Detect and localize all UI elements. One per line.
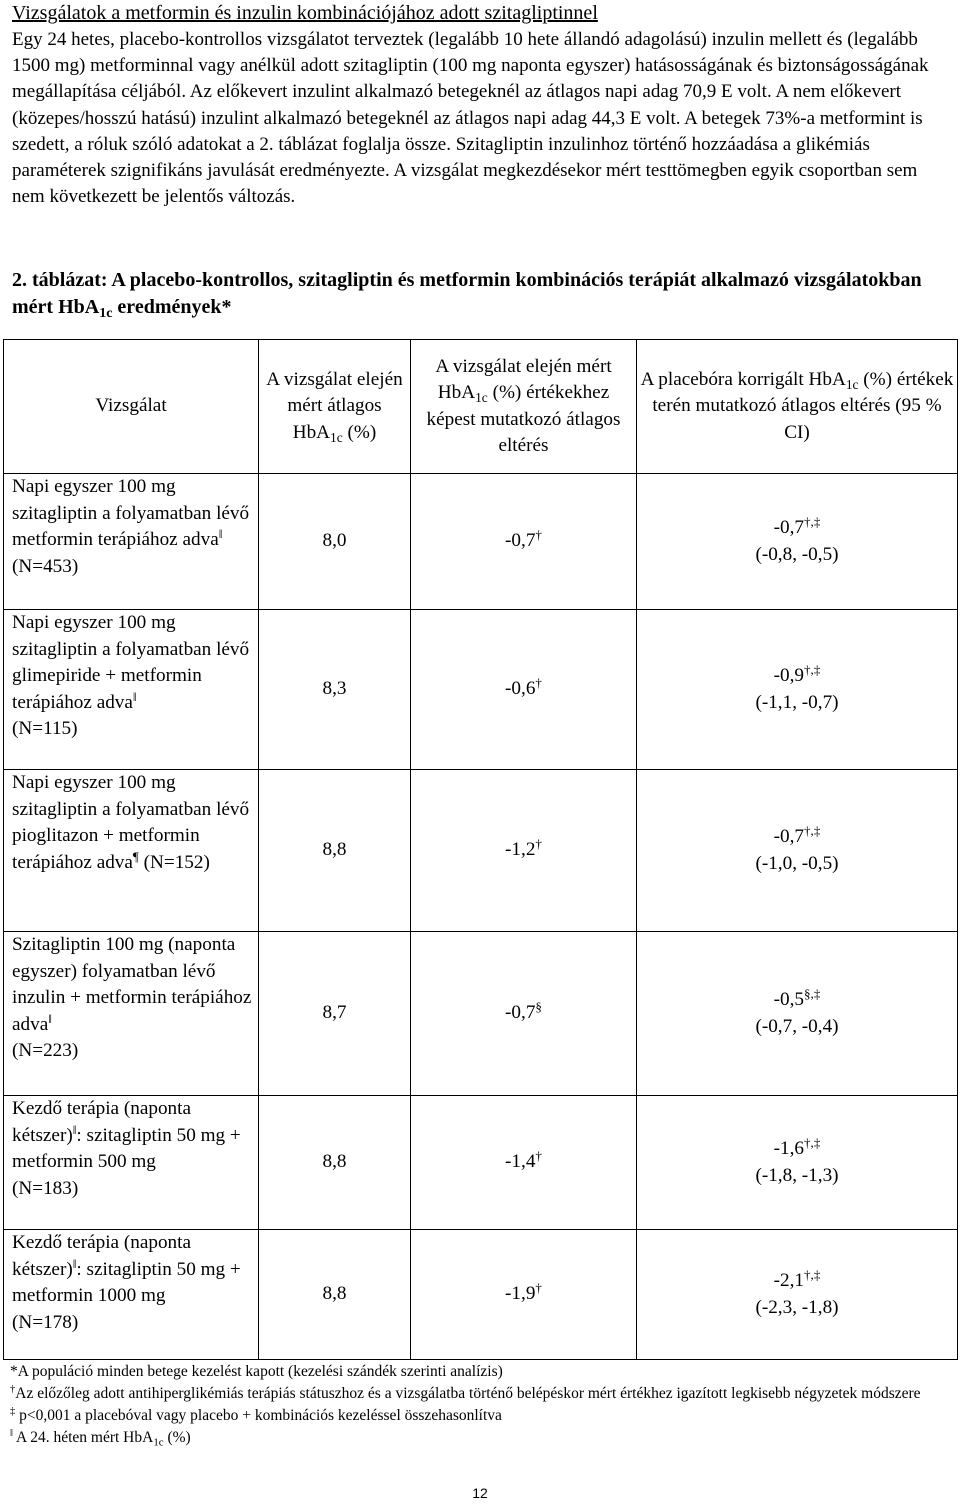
header-change: A vizsgálat elején mért HbA$_{1c}$ (%) értékekhez képest mutatkozó átlagos eltérés: [411, 340, 637, 474]
change-cell: -1,9†: [411, 1230, 637, 1360]
footnotes: [10, 1361, 950, 1449]
study-cell: Kezdő terápia (naponta kétszer)‖: szitagliptin 50 mg + metformin 1000 mg (N=178): [4, 1230, 259, 1360]
caption-sub: 1c: [99, 305, 113, 321]
footnote-star: *A populáció minden betege kezelést kapott (kezelési szándék szerinti analízis): [10, 1363, 503, 1380]
results-table: [3, 339, 958, 1360]
study-cell: Napi egyszer 100 mg szitagliptin a folyamatban lévő glimepiride + metformin terápiához adva‖ (N=115): [4, 610, 259, 770]
caption-prefix: 2. táblázat: A placebo-kontrollos, szitagliptin és metformin kombinációs terápiát alkalmazó vizsgálatokban mért HbA: [12, 269, 922, 318]
baseline-cell: 8,3: [259, 610, 411, 770]
table-caption: [12, 267, 952, 320]
change-cell: -1,4†: [411, 1096, 637, 1230]
study-cell: Szitagliptin 100 mg (naponta egyszer) folyamatban lévő inzulin + metformin terápiához adva‖ (N=223): [4, 932, 259, 1096]
baseline-cell: 8,7: [259, 932, 411, 1096]
header-row: [4, 340, 958, 474]
corrected-cell: -1,6†,‡ (-1,8, -1,3): [637, 1096, 958, 1230]
baseline-cell: 8,0: [259, 474, 411, 610]
study-cell: Napi egyszer 100 mg szitagliptin a folyamatban lévő metformin terápiához adva‖ (N=453): [4, 474, 259, 610]
footnote-double-dagger: ‡ p<0,001 a placebóval vagy placebo + kombinációs kezeléssel összehasonlítva: [10, 1406, 502, 1424]
corrected-cell: -2,1†,‡ (-2,3, -1,8): [637, 1230, 958, 1360]
change-cell: -0,7†: [411, 474, 637, 610]
section-heading: Vizsgálatok a metformin és inzulin kombinációjához adott szitagliptinnel: [12, 2, 598, 24]
header-study: Vizsgálat: [4, 340, 259, 474]
baseline-cell: 8,8: [259, 1096, 411, 1230]
corrected-cell: -0,7†,‡ (-1,0, -0,5): [637, 770, 958, 932]
change-cell: -1,2†: [411, 770, 637, 932]
study-cell: Kezdő terápia (naponta kétszer)‖: szitagliptin 50 mg + metformin 500 mg (N=183): [4, 1096, 259, 1230]
corrected-cell: -0,9†,‡ (-1,1, -0,7): [637, 610, 958, 770]
table-row: [4, 1096, 958, 1230]
table-row: [4, 932, 958, 1096]
intro-paragraph: Egy 24 hetes, placebo-kontrollos vizsgálatot terveztek (legalább 10 hete állandó adagolású) inzulin mellett és (legalább 1500 mg) metforminnal vagy anélkül adott szitagliptin (100 mg naponta egyszer) hatásosságának és biztonságosságának megállapítása céljából. Az előkevert inzulint alkalmazó betegeknél az átlagos napi adag 70,9 E volt. A nem előkevert (közepes/hosszú hatású) inzulint alkalmazó betegeknél az átlagos napi adag 44,3 E volt. A betegek 73%-a metformint is szedett, a róluk szóló adatokat a 2. táblázat foglalja össze. Szitagliptin inzulinhoz történő hozzáadása a glikémiás paraméterek szignifikáns javulását eredményezte. A vizsgálat megkezdésekor mért testtömegben egyik csoportban sem nem következett be jelentős változás.: [12, 29, 929, 208]
change-cell: -0,6†: [411, 610, 637, 770]
table-row: [4, 474, 958, 610]
corrected-cell: -0,5§,‡ (-0,7, -0,4): [637, 932, 958, 1096]
header-corrected: A placebóra korrigált HbA$_{1c}$ (%) értékek terén mutatkozó átlagos eltérés (95 % CI): [637, 340, 958, 474]
footnote-dagger: †Az előzőleg adott antihiperglikémiás terápiás státuszhoz és a vizsgálatba történő belépéskor mért értékhez igazított legkisebb négyzetek módszere: [10, 1384, 921, 1402]
footnote-bar: ‖ A 24. héten mért HbA$_{1c}$ (%): [10, 1428, 191, 1449]
table-row: [4, 770, 958, 932]
page-number: 12: [472, 1485, 488, 1501]
header-baseline: A vizsgálat elején mért átlagos HbA$_{1c}$ (%): [259, 340, 411, 474]
corrected-cell: -0,7†,‡ (-0,8, -0,5): [637, 474, 958, 610]
change-cell: -0,7§: [411, 932, 637, 1096]
table-row: [4, 610, 958, 770]
caption-suffix: eredmények*: [112, 295, 232, 318]
baseline-cell: 8,8: [259, 770, 411, 932]
baseline-cell: 8,8: [259, 1230, 411, 1360]
study-cell: Napi egyszer 100 mg szitagliptin a folyamatban lévő pioglitazon + metformin terápiához adva¶ (N=152): [4, 770, 259, 932]
table-row: [4, 1230, 958, 1360]
